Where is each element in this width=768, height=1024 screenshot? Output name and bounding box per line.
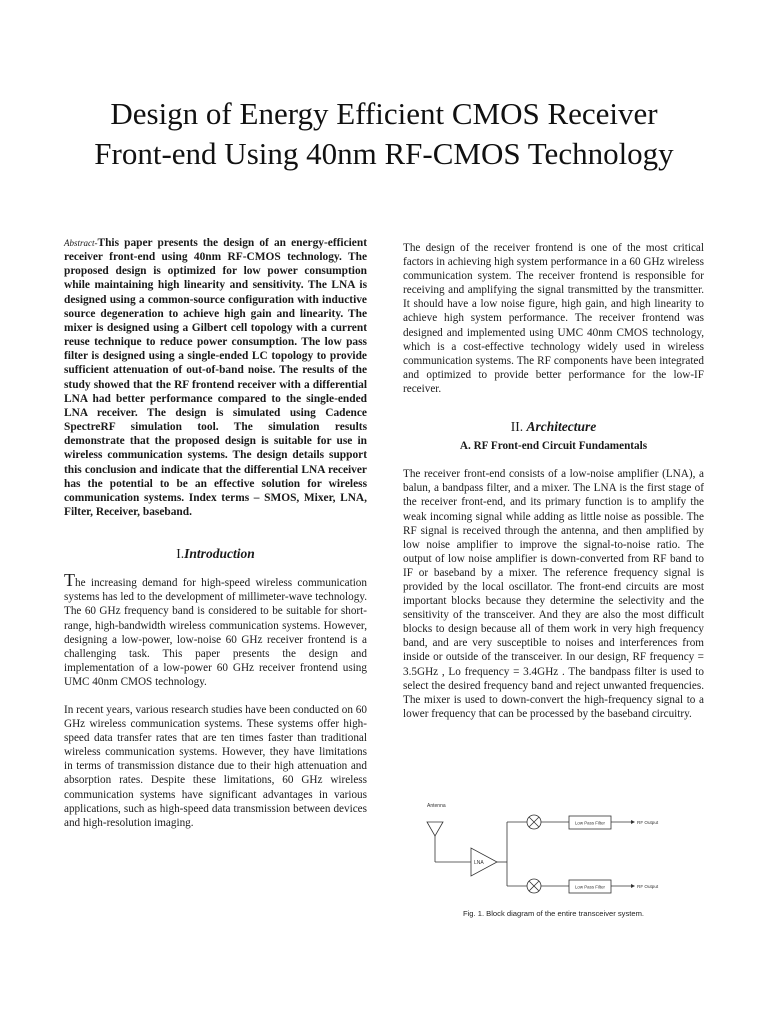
abstract — [64, 236, 367, 519]
output-bottom-label: RF Output — [637, 884, 659, 889]
lna-label: LNA — [474, 860, 484, 866]
antenna-icon — [427, 822, 443, 836]
section-2-title: Architecture — [526, 419, 597, 435]
right-column — [403, 241, 704, 721]
right-intro-paragraph: The design of the receiver frontend is one of the most critical factors in achieving high system performance in a 60 GHz wireless communication system. The receiver frontend is responsible for receiving and amplifying the signal transmitted by the transmitter. It should have a low noise figure, high gain, and high linearity to achieve high system performance. The receiver frontend was designed and implemented using UMC 40nm CMOS technology, which is a cost-effective technology widely used in wireless communication systems. The RF components have been integrated and optimized to provide better performance for the low-IF receiver. — [403, 242, 704, 395]
intro-paragraph-1 — [64, 570, 367, 689]
section-1-number: I. — [176, 546, 185, 562]
output-top-arrow-icon — [631, 820, 635, 824]
section-2-heading — [403, 420, 704, 434]
low-pass-filter-top-label: Low Pass Filter — [574, 820, 606, 826]
abstract-text: This paper presents the design of an energy-efficient receiver front-end using 40nm RF-CMOS technology. The proposed design is optimized for low power consumption while maintaining high linearity and sensitivity. The LNA is designed using a common-source configuration with inductive source degeneration to achieve high gain and linearity. The mixer is designed using a Gilbert cell topology with a current reuse technique to reduce power consumption. The low pass filter is designed using a single-ended LC topology to provide sufficient attenuation of out-of-band noise. The results of the study showed that the RF frontend receiver with a differential LNA had better performance compared to the single-ended LNA receiver. The design is simulated using Cadence SpectreRF simulation tool. The simulation results demonstrate that the proposed design is suitable for use in wireless communication systems. The design details support this conclusion and indicate that the differential LNA receiver has the potential to be an effective solution for wireless communication systems. Index terms – SMOS, Mixer, LNA, Filter, Receiver, baseband. — [64, 237, 367, 518]
dropcap: T — [64, 570, 75, 591]
title-line-1: Design of Energy Efficient CMOS Receiver — [110, 96, 658, 131]
section-2-number: II. — [510, 419, 524, 435]
subsection-a-heading: A. RF Front-end Circuit Fundamentals — [459, 440, 648, 453]
paper-title — [40, 94, 728, 174]
section-1-title: Introduction — [184, 546, 255, 562]
block-diagram — [423, 800, 693, 902]
abstract-label: Abstract- — [64, 238, 98, 248]
mixer-top-icon — [527, 815, 541, 829]
intro-paragraph-2: In recent years, various research studies have been conducted on 60 GHz wireless communication systems. These systems offer high-speed data transfer rates that are ten times faster than traditional wireless communication systems. However, they have limitations in terms of transmission distance due to their high attenuation and absorption rates. Despite these limitations, 60 GHz wireless communication systems have significant advantages in various applications, such as high-speed data transmission between devices and high-resolution imaging. — [64, 703, 367, 829]
antenna-label: Antenna — [427, 803, 446, 809]
left-column — [64, 236, 367, 830]
intro-paragraph-1-text: he increasing demand for high-speed wireless communication systems has led to the development of millimeter-wave technology. The 60 GHz frequency band is considered to be suitable for short-range, high-bandwidth wireless communication systems. However, designing a low-power, low-noise 60 GHz receiver frontend is a challenging task. This paper presents the design and implementation of a low-power 60 GHz receiver frontend using UMC 40nm CMOS technology. — [64, 577, 367, 688]
figure-caption: Fig. 1. Block diagram of the entire transceiver system. — [462, 909, 645, 918]
low-pass-filter-bottom-label: Low Pass Filter — [574, 884, 606, 890]
title-line-2: Front-end Using 40nm RF-CMOS Technology — [94, 136, 674, 171]
section-1-heading — [64, 547, 367, 561]
mixer-bottom-icon — [527, 879, 541, 893]
output-bottom-arrow-icon — [631, 884, 635, 888]
output-top-label: RF Output — [637, 820, 659, 825]
architecture-paragraph: The receiver front-end consists of a low-noise amplifier (LNA), a balun, a bandpass filter, and a mixer. The LNA is the first stage of the receiver front-end, and its primary function is to amplify the weak incoming signal while adding as little noise as possible. The RF signal is received through the antenna, and then amplified by low noise amplifier to improve the signal-to-noise ratio. The output of low noise amplifier is down-converted from RF band to IF or baseband by a mixer. The reference frequency signal is provided by the local oscillator. The front-end circuits are most important blocks because they determine the selectivity and the sensitivity of the transceiver. And they are also the most difficult blocks to design because all of them work in very high frequency band, and are very susceptible to noises and interferences from inside or outside of the transceiver. In our design, RF frequency = 3.5GHz , Lo frequency = 3.4GHz . The bandpass filter is used to select the desired frequency band and reject unwanted frequencies. The mixer is used to down-convert the high-frequency signal to a lower frequency that can be processed by the baseband circuitry. — [403, 468, 704, 720]
